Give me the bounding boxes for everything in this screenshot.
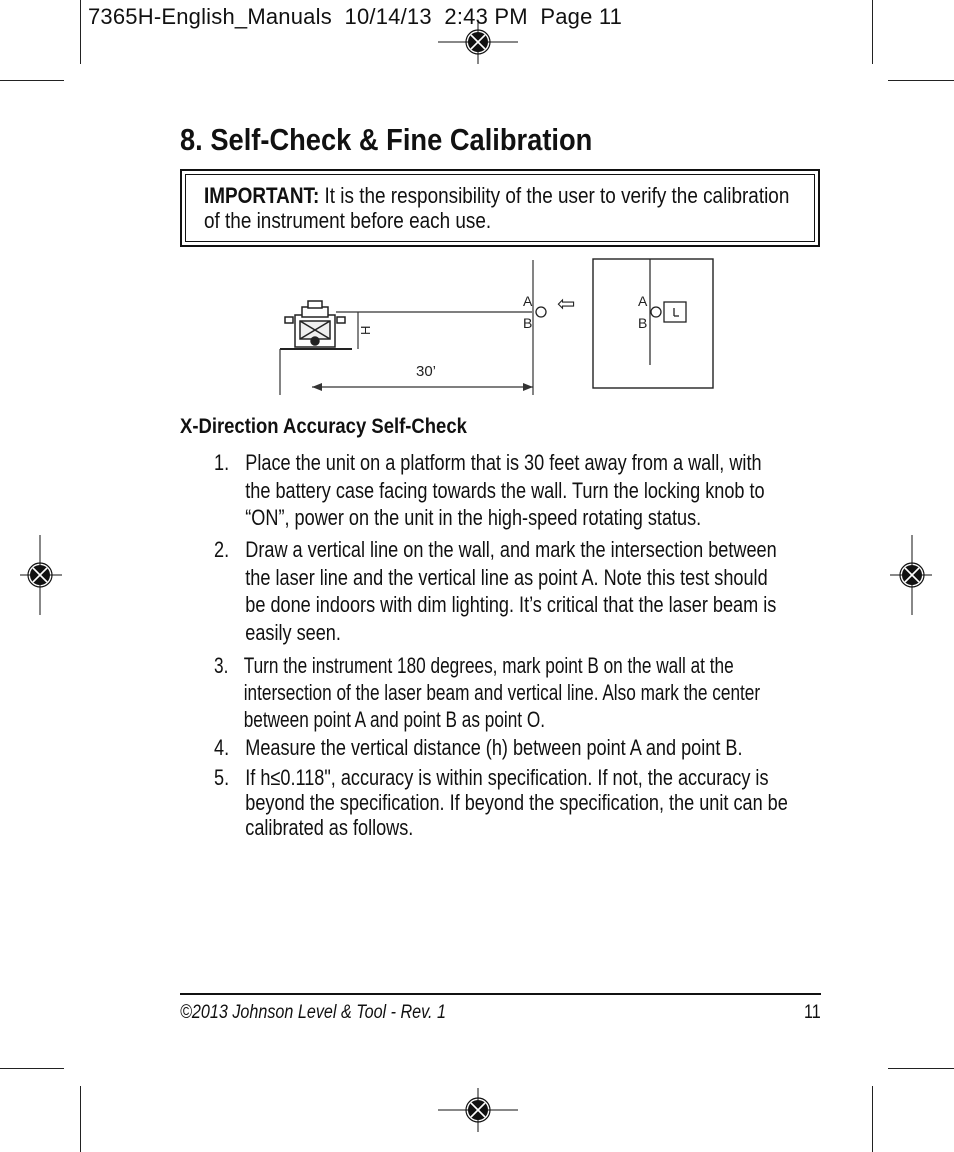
distance-arrowhead-left (312, 383, 322, 391)
page-number: 11 (804, 1002, 821, 1023)
registration-mark-icon-right (872, 535, 952, 615)
mini-unit-icon (664, 302, 686, 322)
step-text: Place the unit on a platform that is 30 feet away from a wall, with the battery case facing towards the wall. Turn the locking knob to “ON”, power on the unit in the high-speed rotating status. (245, 450, 765, 530)
self-check-diagram (270, 255, 730, 415)
footer-copyright: ©2013 Johnson Level & Tool - Rev. 1 (180, 1002, 446, 1023)
distance-label: 30’ (416, 363, 437, 380)
height-label: H (358, 325, 373, 335)
step-number: 1. (214, 450, 230, 475)
crop-mark-bottom-right-v (872, 1086, 873, 1152)
step-text: If h≤0.118", accuracy is within specification. If not, the accuracy is beyond the specification. If beyond the specification, the unit can be calibrated as follows. (245, 765, 788, 840)
crop-mark-top-right-h (888, 80, 954, 81)
notice-text (204, 183, 806, 233)
point-o-side (536, 307, 546, 317)
point-a-label-side: A (523, 293, 533, 309)
direction-arrow-icon: ⇦ (557, 292, 576, 317)
distance-arrowhead-right (523, 383, 533, 391)
notice-body: It is the responsibility of the user to verify the calibration of the instrument before each use. (204, 183, 790, 233)
crop-mark-bottom-left-h (0, 1068, 64, 1069)
important-notice-box (180, 169, 820, 247)
crop-mark-bottom-right-h (888, 1068, 954, 1069)
point-b-label-side: B (523, 315, 533, 331)
point-b-label-front: B (638, 315, 648, 331)
step-text: Measure the vertical distance (h) between point A and point B. (245, 735, 743, 760)
point-a-label-front: A (638, 293, 648, 309)
footer-rule (180, 993, 821, 995)
registration-mark-icon-top (438, 2, 518, 82)
crop-mark-top-left-v (80, 0, 81, 64)
step-number: 3. (214, 653, 229, 678)
crop-mark-top-left-h (0, 80, 64, 81)
point-o-front (651, 307, 661, 317)
registration-mark-icon-left (0, 535, 80, 615)
crop-mark-top-right-v (872, 0, 873, 64)
laser-unit-icon (280, 301, 352, 349)
step-text: Turn the instrument 180 degrees, mark point B on the wall at the intersection of the laser beam and vertical line. Also mark the center between point A and point B as point O. (243, 653, 761, 732)
notice-label: IMPORTANT: (204, 183, 320, 208)
crop-mark-bottom-left-v (80, 1086, 81, 1152)
step-number: 5. (214, 765, 230, 790)
subheading: X-Direction Accuracy Self-Check (180, 415, 467, 438)
registration-mark-icon-bottom (438, 1070, 518, 1150)
step-number: 2. (214, 537, 230, 562)
step-number: 4. (214, 735, 230, 760)
step-text: Draw a vertical line on the wall, and mark the intersection between the laser line and the vertical line as point A. Note this test should be done indoors with dim lighting. It’s critical that the laser beam is easily seen. (245, 537, 777, 645)
wall-front-view (593, 259, 713, 388)
print-slug: 7365H-English_Manuals 10/14/13 2:43 PM Page 11 (88, 4, 623, 29)
section-title: 8. Self-Check & Fine Calibration (180, 122, 593, 157)
